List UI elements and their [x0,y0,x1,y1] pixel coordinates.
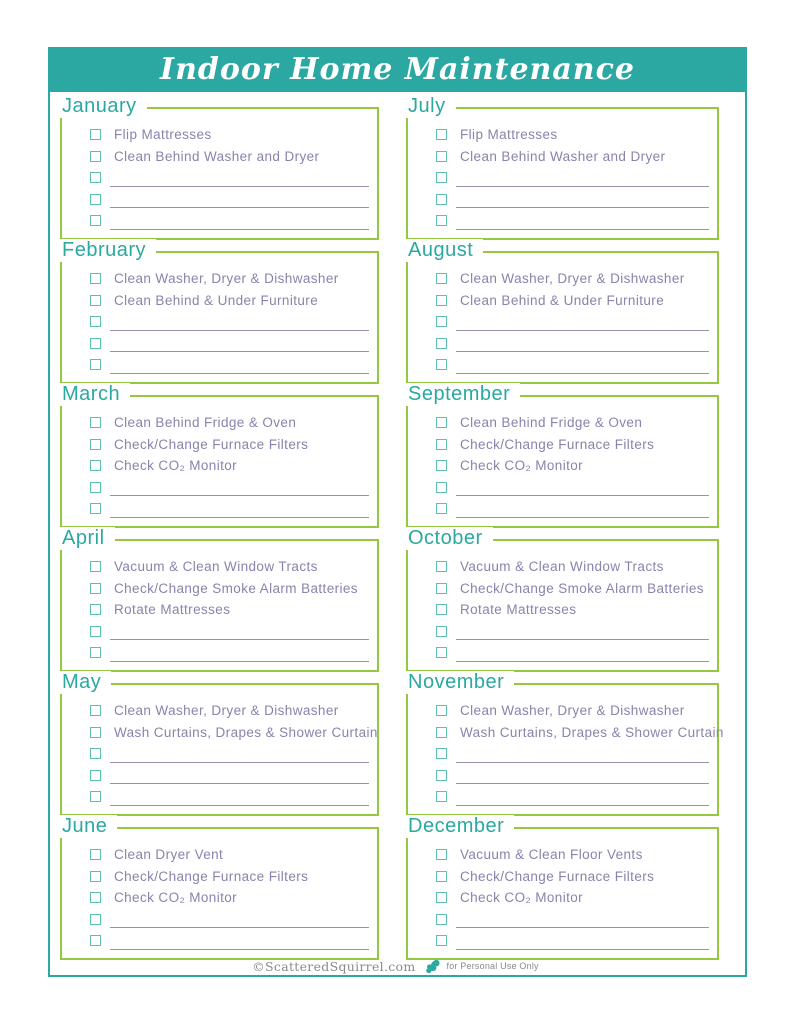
blank-write-line[interactable] [110,351,369,352]
blank-write-line[interactable] [110,517,369,518]
task-checkbox[interactable] [90,338,101,349]
blank-task-row [408,786,717,808]
task-label: Check CO₂ Monitor [114,890,238,906]
blank-task-row [62,333,377,355]
blank-task-row [62,786,377,808]
month-label: September [406,383,520,406]
task-checkbox[interactable] [90,503,101,514]
blank-write-line[interactable] [456,207,709,208]
task-label: Rotate Mattresses [114,602,231,618]
task-label: Check/Change Furnace Filters [460,436,655,452]
task-checkbox[interactable] [90,417,101,428]
blank-write-line[interactable] [456,762,709,763]
month-label: October [406,527,493,550]
task-checkbox[interactable] [436,727,447,738]
task-checkbox[interactable] [90,194,101,205]
task-checkbox[interactable] [90,626,101,637]
blank-write-line[interactable] [110,639,369,640]
blank-write-line[interactable] [110,330,369,331]
month-section [60,671,379,816]
task-label: Vacuum & Clean Window Tracts [460,559,664,575]
task-row [62,146,377,168]
task-label: Wash Curtains, Drapes & Shower Curtain [114,724,378,740]
blank-write-line[interactable] [456,373,709,374]
task-checkbox[interactable] [90,770,101,781]
task-list [62,109,377,232]
task-checkbox[interactable] [90,129,101,140]
task-checkbox[interactable] [436,503,447,514]
blank-task-row [408,930,717,952]
month-section [60,383,379,528]
blank-task-row [62,621,377,643]
task-row [408,887,717,909]
task-label: Clean Washer, Dryer & Dishwasher [114,271,339,287]
blank-task-row [408,189,717,211]
task-checkbox[interactable] [90,561,101,572]
task-label: Check CO₂ Monitor [460,890,584,906]
task-row [408,599,717,621]
blank-write-line[interactable] [456,186,709,187]
task-checkbox[interactable] [90,172,101,183]
blank-write-line[interactable] [110,783,369,784]
task-label: Check CO₂ Monitor [460,458,584,474]
task-checkbox[interactable] [436,151,447,162]
task-checkbox[interactable] [436,770,447,781]
task-checkbox[interactable] [90,460,101,471]
task-row [62,556,377,578]
task-row [408,146,717,168]
content-frame [48,92,747,977]
task-label: Wash Curtains, Drapes & Shower Curtain [460,724,724,740]
blank-write-line[interactable] [110,661,369,662]
month-label: June [60,815,117,838]
blank-task-row [408,642,717,664]
copyright-text: ©ScatteredSquirrel.com [252,958,416,974]
blank-task-row [62,909,377,931]
task-label: Vacuum & Clean Floor Vents [460,847,643,863]
task-checkbox[interactable] [436,871,447,882]
task-row [62,866,377,888]
task-row [408,722,724,744]
task-checkbox[interactable] [90,727,101,738]
task-list [62,829,377,952]
task-list [62,685,377,808]
task-label: Clean Behind & Under Furniture [114,292,319,308]
task-checkbox[interactable] [90,935,101,946]
task-checkbox[interactable] [90,273,101,284]
blank-write-line[interactable] [456,639,709,640]
task-label: Clean Behind Washer and Dryer [460,148,666,164]
month-label: December [406,815,514,838]
task-row [62,290,377,312]
task-checkbox[interactable] [436,439,447,450]
task-checkbox[interactable] [436,129,447,140]
task-checkbox[interactable] [436,194,447,205]
task-row [62,124,377,146]
task-checkbox[interactable] [436,417,447,428]
blank-task-row [408,167,717,189]
task-list [408,685,724,808]
task-label: Check CO₂ Monitor [114,458,238,474]
squirrel-icon [423,959,440,974]
task-row [408,455,717,477]
task-row [62,700,377,722]
task-checkbox[interactable] [90,359,101,370]
task-row [408,844,717,866]
task-checkbox[interactable] [436,914,447,925]
task-label: Clean Behind Fridge & Oven [460,415,643,431]
month-section [406,95,719,240]
task-row [408,268,717,290]
task-checkbox[interactable] [436,705,447,716]
month-label: January [60,95,147,118]
right-column [406,92,724,960]
task-checkbox[interactable] [436,849,447,860]
task-row [408,434,717,456]
blank-task-row [408,621,717,643]
month-section [406,383,719,528]
blank-write-line[interactable] [110,762,369,763]
task-row [62,599,377,621]
task-checkbox[interactable] [436,215,447,226]
blank-task-row [62,189,377,211]
month-section [60,95,379,240]
task-label: Flip Mattresses [114,127,212,143]
task-checkbox[interactable] [90,748,101,759]
blank-task-row [62,765,377,787]
task-label: Clean Behind Washer and Dryer [114,148,320,164]
task-checkbox[interactable] [436,295,447,306]
task-label: Flip Mattresses [460,127,558,143]
task-checkbox[interactable] [90,215,101,226]
task-checkbox[interactable] [90,871,101,882]
task-checkbox[interactable] [90,439,101,450]
usage-text: for Personal Use Only [446,961,539,971]
task-list [62,397,377,520]
task-checkbox[interactable] [436,561,447,572]
blank-task-row [408,311,717,333]
task-checkbox[interactable] [436,647,447,658]
blank-task-row [62,311,377,333]
task-row [62,887,377,909]
task-row [62,268,377,290]
blank-task-row [408,909,717,931]
task-row [62,722,377,744]
blank-task-row [62,354,377,376]
blank-write-line[interactable] [110,495,369,496]
task-checkbox[interactable] [436,273,447,284]
blank-write-line[interactable] [456,351,709,352]
task-row [408,578,717,600]
task-checkbox[interactable] [90,791,101,802]
task-checkbox[interactable] [90,849,101,860]
task-label: Check/Change Smoke Alarm Batteries [460,580,704,596]
task-checkbox[interactable] [90,482,101,493]
blank-task-row [62,642,377,664]
task-checkbox[interactable] [90,295,101,306]
month-label: November [406,671,514,694]
task-label: Check/Change Smoke Alarm Batteries [114,580,358,596]
month-label: August [406,239,483,262]
task-list [408,109,717,232]
task-checkbox[interactable] [436,604,447,615]
task-checkbox[interactable] [436,460,447,471]
task-row [408,124,717,146]
blank-task-row [408,477,717,499]
task-label: Check/Change Furnace Filters [114,436,309,452]
blank-write-line[interactable] [456,330,709,331]
task-label: Check/Change Furnace Filters [460,868,655,884]
month-section [406,239,719,384]
task-checkbox[interactable] [436,583,447,594]
blank-write-line[interactable] [110,229,369,230]
task-label: Check/Change Furnace Filters [114,868,309,884]
month-section [60,815,379,960]
task-checkbox[interactable] [436,935,447,946]
month-label: July [406,95,456,118]
month-section [406,527,719,672]
month-label: March [60,383,130,406]
task-row [62,434,377,456]
blank-write-line[interactable] [456,495,709,496]
task-row [62,412,377,434]
blank-task-row [62,743,377,765]
blank-write-line[interactable] [110,186,369,187]
left-column [60,92,379,960]
blank-task-row [408,498,717,520]
month-label: May [60,671,111,694]
task-row [62,578,377,600]
blank-write-line[interactable] [110,373,369,374]
month-section [60,527,379,672]
month-label: February [60,239,156,262]
blank-task-row [62,498,377,520]
task-label: Vacuum & Clean Window Tracts [114,559,318,575]
task-row [62,455,377,477]
month-section [60,239,379,384]
blank-write-line[interactable] [110,927,369,928]
task-checkbox[interactable] [90,151,101,162]
blank-write-line[interactable] [110,805,369,806]
task-label: Clean Dryer Vent [114,847,224,863]
task-list [408,829,717,952]
task-checkbox[interactable] [90,892,101,903]
task-list [62,541,377,664]
task-checkbox[interactable] [436,172,447,183]
task-label: Clean Behind & Under Furniture [460,292,665,308]
task-label: Clean Washer, Dryer & Dishwasher [460,703,685,719]
task-checkbox[interactable] [436,791,447,802]
blank-write-line[interactable] [456,229,709,230]
task-checkbox[interactable] [90,604,101,615]
task-checkbox[interactable] [90,914,101,925]
task-checkbox[interactable] [436,316,447,327]
blank-task-row [408,354,717,376]
task-checkbox[interactable] [436,626,447,637]
task-checkbox[interactable] [436,338,447,349]
page-footer [0,957,791,975]
task-label: Rotate Mattresses [460,602,577,618]
blank-task-row [408,333,717,355]
task-checkbox[interactable] [90,647,101,658]
blank-task-row [408,743,717,765]
task-checkbox[interactable] [436,748,447,759]
task-list [62,253,377,376]
blank-write-line[interactable] [456,517,709,518]
task-list [408,253,717,376]
task-row [408,700,717,722]
task-checkbox[interactable] [436,892,447,903]
blank-write-line[interactable] [110,207,369,208]
blank-task-row [408,210,717,232]
task-label: Clean Behind Fridge & Oven [114,415,297,431]
task-checkbox[interactable] [90,316,101,327]
month-label: April [60,527,115,550]
month-section [406,671,724,816]
task-checkbox[interactable] [436,482,447,493]
month-section [406,815,719,960]
blank-write-line[interactable] [110,949,369,950]
task-row [408,412,717,434]
task-checkbox[interactable] [436,359,447,370]
blank-write-line[interactable] [456,661,709,662]
blank-write-line[interactable] [456,927,709,928]
page-header [48,47,747,92]
task-row [408,866,717,888]
blank-task-row [62,477,377,499]
task-label: Clean Washer, Dryer & Dishwasher [460,271,685,287]
task-checkbox[interactable] [90,583,101,594]
blank-write-line[interactable] [456,783,709,784]
blank-task-row [62,210,377,232]
blank-write-line[interactable] [456,805,709,806]
task-list [408,397,717,520]
task-label: Clean Washer, Dryer & Dishwasher [114,703,339,719]
task-list [408,541,717,664]
blank-task-row [62,167,377,189]
task-checkbox[interactable] [90,705,101,716]
blank-task-row [62,930,377,952]
task-row [62,844,377,866]
task-row [408,556,717,578]
task-row [408,290,717,312]
blank-write-line[interactable] [456,949,709,950]
blank-task-row [408,765,717,787]
page-title: Indoor Home Maintenance [160,52,635,87]
